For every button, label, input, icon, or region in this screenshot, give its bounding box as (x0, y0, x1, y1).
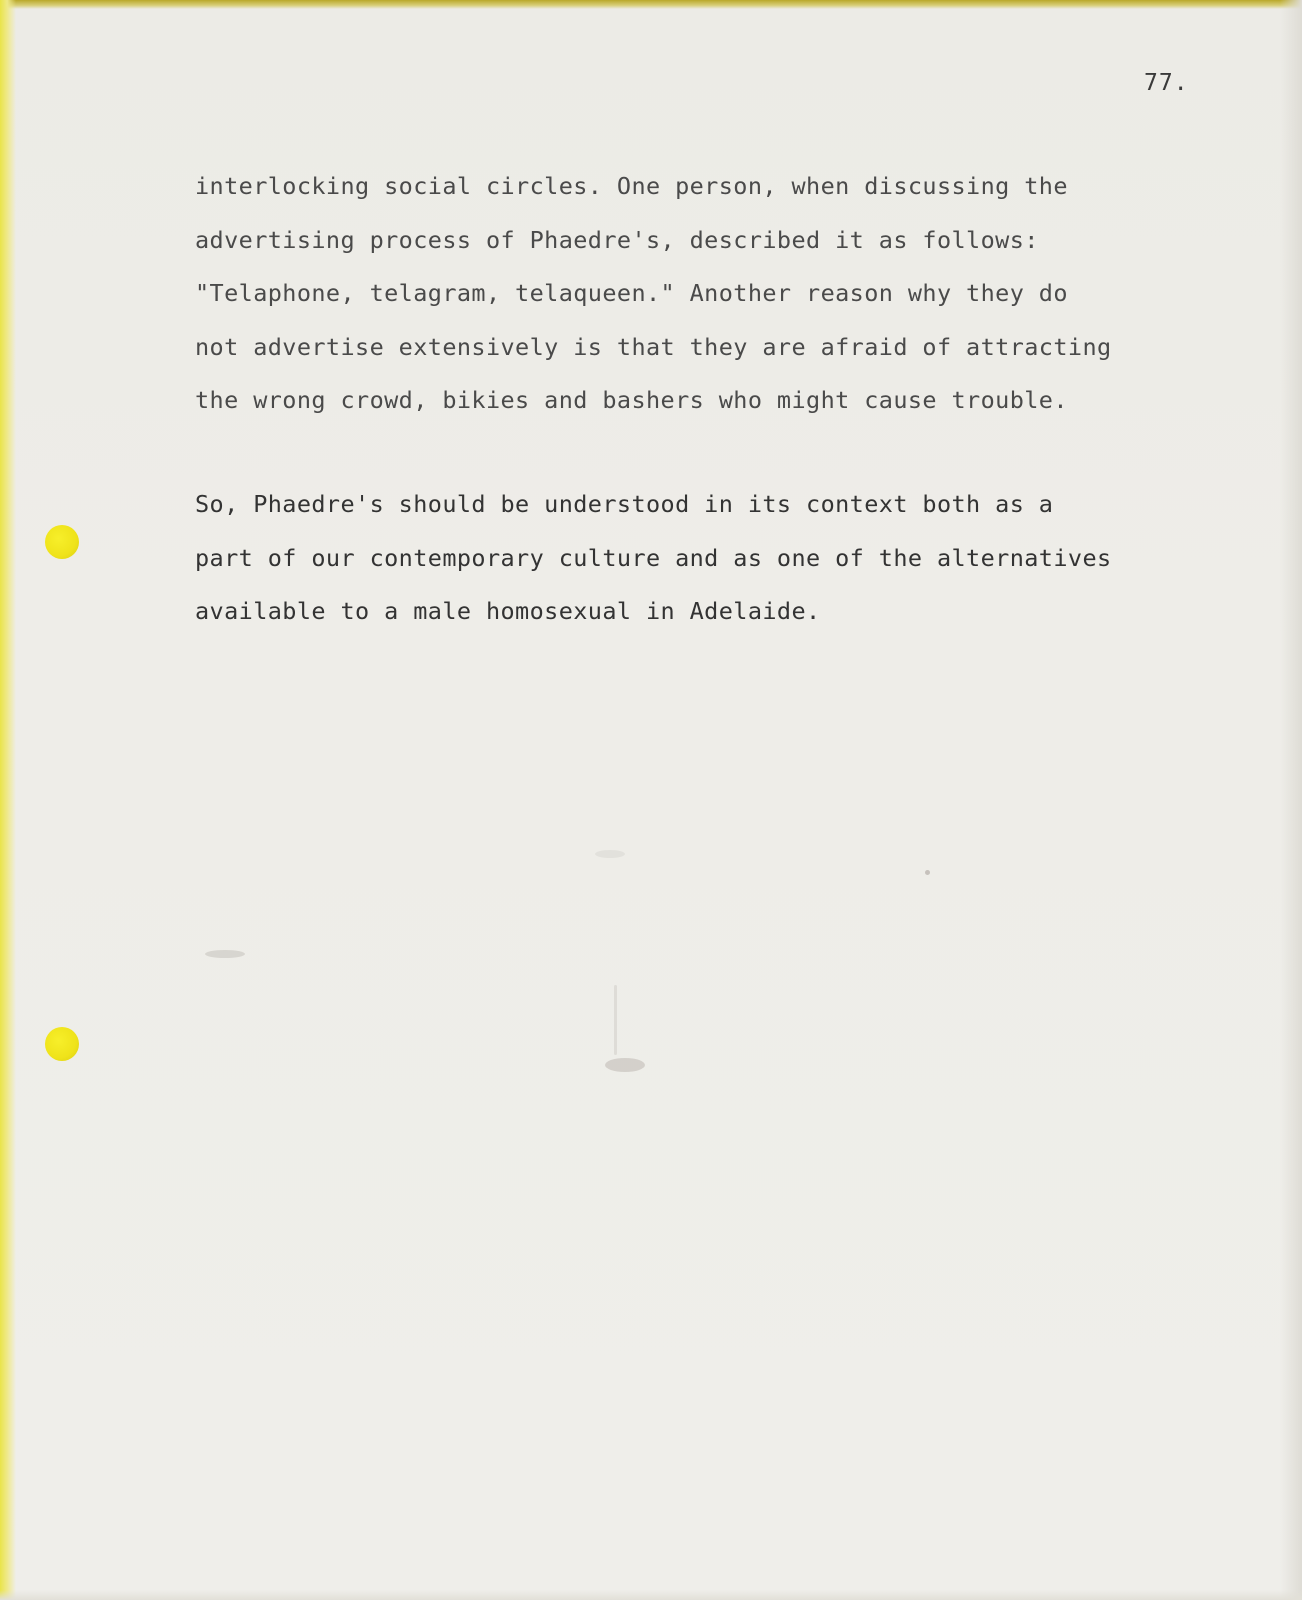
page-left-edge (0, 0, 16, 1600)
page-right-shadow (1280, 0, 1302, 1600)
text-line: available to a male homosexual in Adelaide. (195, 597, 821, 625)
paragraph-1 (195, 168, 1215, 436)
paper-blemish (925, 870, 930, 875)
page-top-edge (0, 0, 1302, 9)
binder-hole-reinforcement-top (45, 525, 79, 559)
text-line: not advertise extensively is that they are afraid of attracting (195, 332, 1112, 361)
text-line: advertising process of Phaedre's, described it as follows: (195, 225, 1039, 254)
text-line: So, Phaedre's should be understood in its context both as a (195, 490, 1054, 518)
page-bottom-edge (0, 1590, 1302, 1600)
paper-blemish (595, 850, 625, 858)
text-line: the wrong crowd, bikies and bashers who might cause trouble. (195, 386, 1068, 414)
text-line: part of our contemporary culture and as one of the alternatives (195, 543, 1112, 572)
binder-hole-reinforcement-bottom (45, 1027, 79, 1061)
paper-blemish (605, 1058, 645, 1072)
page-number: 77. (1144, 70, 1189, 96)
paper-blemish (205, 950, 245, 958)
paper-blemish (614, 985, 617, 1055)
paragraph-2 (195, 486, 1215, 647)
text-line: interlocking social circles. One person, when discussing the (195, 172, 1068, 200)
text-line: "Telaphone, telagram, telaqueen." Another reason why they do (195, 279, 1068, 307)
